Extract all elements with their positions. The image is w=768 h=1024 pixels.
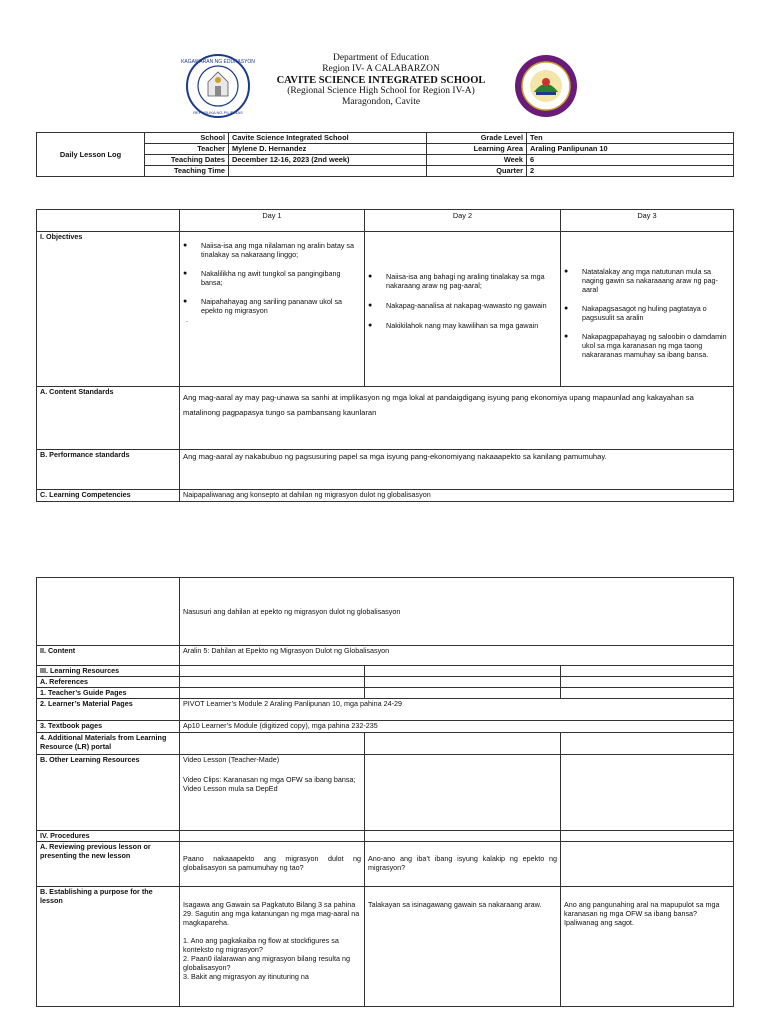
learning-competencies-label: C. Learning Competencies [37, 490, 180, 502]
school-label: School [145, 133, 229, 144]
other-resources-day-1 [180, 755, 365, 831]
other-resource-item: Video Clips: Karanasan ng mga OFW sa ibang bansa; Video Lesson mula sa DepEd [183, 775, 356, 793]
grade-level-value: Ten [527, 133, 734, 144]
school-seal-logo [514, 54, 578, 118]
content-text: Aralin 5: Dahilan at Epekto ng Migrasyon Dulot ng Globalisasyon [180, 646, 734, 666]
daily-lesson-log-title: Daily Lesson Log [37, 133, 145, 177]
objective-trailing-mark: . [186, 315, 188, 324]
week-label: Week [427, 155, 527, 166]
empty-cell [561, 688, 734, 699]
objectives-day-3 [561, 232, 734, 387]
empty-cell [365, 688, 561, 699]
objectives-day-1 [180, 232, 365, 387]
empty-cell [180, 677, 365, 688]
learning-competencies-text: Naipapaliwanag ang konsepto at dahilan ng migrasyon dulot ng globalisasyon [180, 490, 734, 502]
grade-level-label: Grade Level [427, 133, 527, 144]
objective-item: ● Naipahahayag ang sariling pananaw ukol sa epekto ng migrasyon [183, 297, 361, 315]
resources-procedures-table [36, 577, 734, 1007]
textbook-pages-label: 3. Textbook pages [37, 721, 180, 733]
review-day-2: Ano-ano ang iba’t ibang isyung kalakip ng epekto ng migrasyon? [365, 842, 561, 887]
performance-standards-label: B. Performance standards [37, 450, 180, 490]
teacher-label: Teacher [145, 144, 229, 155]
empty-label-cell [37, 578, 180, 646]
empty-cell [180, 688, 365, 699]
procedures-label: IV. Procedures [37, 831, 180, 842]
deped-seal-logo [181, 54, 255, 118]
week-value: 6 [527, 155, 734, 166]
purpose-day-3: Ano ang pangunahing aral na mapupulot sa mga karanasan ng mga OFW sa ibang bansa?Ipaliwanag ang sagot. [561, 887, 734, 1007]
day-1-header: Day 1 [180, 210, 365, 232]
department-name: Department of Education [332, 53, 430, 63]
purpose-question: 2. Paan0 ilalarawan ang migrasyon bilang resulta ng globalisasyon? [183, 954, 351, 972]
content-standards-text: Ang mag-aaral ay may pag-unawa sa sanhi at implikasyon ng mga lokal at pandaigdigang isyung pang ekonomiya upang mapaunlad ang kakayahan sa matalinong pagpapasya tungo sa pambansang kaunlaran [180, 387, 734, 450]
learning-area-value: Araling Panlipunan 10 [527, 144, 734, 155]
purpose-question: 1. Ano ang pagkakaiba ng flow at stockfigures sa konteksto ng migrasyon? [183, 936, 339, 954]
references-label: A. References [37, 677, 180, 688]
empty-cell [365, 733, 561, 755]
content-label: II. Content [37, 646, 180, 666]
objectives-label: I. Objectives [37, 232, 180, 387]
school-name: CAVITE SCIENCE INTEGRATED SCHOOL [276, 75, 486, 86]
school-location: Maragondon, Cavite [341, 97, 421, 107]
svg-text:KAGAWARAN NG EDUKASYON: KAGAWARAN NG EDUKASYON [181, 59, 255, 65]
empty-cell [365, 755, 561, 831]
empty-cell [180, 666, 365, 677]
header-text [256, 53, 506, 108]
performance-standards-text: Ang mag-aaral ay nakabubuo ng pagsusuring papel sa mga isyung pang-ekonomiyang nakaaapekto sa kanilang pamumuhay. [180, 450, 734, 490]
additional-materials-label: 4. Additional Materials from Learning Resource (LR) portal [37, 733, 180, 755]
objectives-table [36, 209, 734, 502]
other-resources-label: B. Other Learning Resources [37, 755, 180, 831]
region-name: Region IV- A CALABARZON [322, 64, 440, 74]
purpose-day-1 [180, 887, 365, 1007]
objective-item: ● Nakapagpapahayag ng saloobin o damdamin ukol sa mga karanasan ng mga taong nakararanas mamuhay sa ibang bansa. [564, 332, 730, 359]
empty-cell [365, 677, 561, 688]
objective-item: ● Nakalilikha ng awit tungkol sa pangingibang bansa; [183, 269, 361, 287]
empty-cell [561, 733, 734, 755]
teaching-time-label: Teaching Time [145, 166, 229, 177]
objective-item: ● Nakikilahok nang may kawilihan sa mga gawain [368, 321, 557, 330]
empty-cell [561, 831, 734, 842]
day-2-header: Day 2 [365, 210, 561, 232]
empty-cell [180, 733, 365, 755]
learners-material-label: 2. Learner’s Material Pages [37, 699, 180, 721]
purpose-intro: Isagawa ang Gawain sa Pagkatuto Bilang 3 sa pahina 29. Sagutin ang mga katanungan ng mga mag-aaral na magkapareha. [183, 900, 360, 927]
objective-item: ● Natatalakay ang mga natutunan mula sa naging gawin sa nakaraaang araw ng pag-aaral [564, 267, 730, 294]
textbook-pages-text: Ap10 Learner’s Module (digitized copy), mga pahina 232-235 [180, 721, 734, 733]
empty-header-cell [37, 210, 180, 232]
learners-material-text: PIVOT Learner’s Module 2 Araling Panlipunan 10, mga pahina 24-29 [180, 699, 734, 721]
day-3-header: Day 3 [561, 210, 734, 232]
learning-area-label: Learning Area [427, 144, 527, 155]
learning-resources-label: III. Learning Resources [37, 666, 180, 677]
lesson-info-table [36, 132, 734, 177]
empty-cell [561, 677, 734, 688]
purpose-question: 3. Bakit ang migrasyon ay itinuturing na [183, 972, 309, 981]
empty-cell [365, 831, 561, 842]
empty-cell [180, 831, 365, 842]
quarter-label: Quarter [427, 166, 527, 177]
teachers-guide-label: 1. Teacher’s Guide Pages [37, 688, 180, 699]
competency-analysis-text: Nasusuri ang dahilan at epekto ng migrasyon dulot ng globalisasyon [180, 578, 734, 646]
objective-item: ● Naiisa-isa ang mga nilalaman ng aralin batay sa tinalakay sa nakaraang linggo; [183, 241, 361, 259]
other-resource-item: Video Lesson (Teacher-Made) [183, 755, 280, 764]
quarter-value: 2 [527, 166, 734, 177]
empty-cell [561, 666, 734, 677]
teaching-dates-label: Teaching Dates [145, 155, 229, 166]
document-header [181, 52, 586, 122]
teacher-value: Mylene D. Hernandez [229, 144, 427, 155]
review-day-1: Paano nakaaapekto ang migrasyon dulot ng globalisasyon sa pamumuhay ng tao? [180, 842, 365, 887]
objective-item: ● Nakapagsasagot ng huling pagtataya o pagsusulit sa aralin [564, 304, 730, 322]
svg-text:REPUBLIKA NG PILIPINAS: REPUBLIKA NG PILIPINAS [193, 110, 243, 115]
objectives-day-2 [365, 232, 561, 387]
school-subtitle: (Regional Science High School for Region IV-A) [287, 86, 475, 96]
school-value: Cavite Science Integrated School [229, 133, 427, 144]
content-standards-label: A. Content Standards [37, 387, 180, 450]
purpose-label: B. Establishing a purpose for the lesson [37, 887, 180, 1007]
teaching-time-value [229, 166, 427, 177]
teaching-dates-value: December 12-16, 2023 (2nd week) [229, 155, 427, 166]
objective-item: ● Nakapag-aanalisa at nakapag-wawasto ng gawain [368, 301, 557, 310]
empty-cell [561, 842, 734, 887]
empty-cell [561, 755, 734, 831]
objective-item: ● Naiisa-isa ang bahagi ng araling tinalakay sa mga nakaraang araw ng pag-aaral; [368, 272, 557, 290]
empty-cell [365, 666, 561, 677]
review-lesson-label: A. Reviewing previous lesson or presenting the new lesson [37, 842, 180, 887]
purpose-day-2: Talakayan sa isinagawang gawain sa nakaraang araw. [365, 887, 561, 1007]
